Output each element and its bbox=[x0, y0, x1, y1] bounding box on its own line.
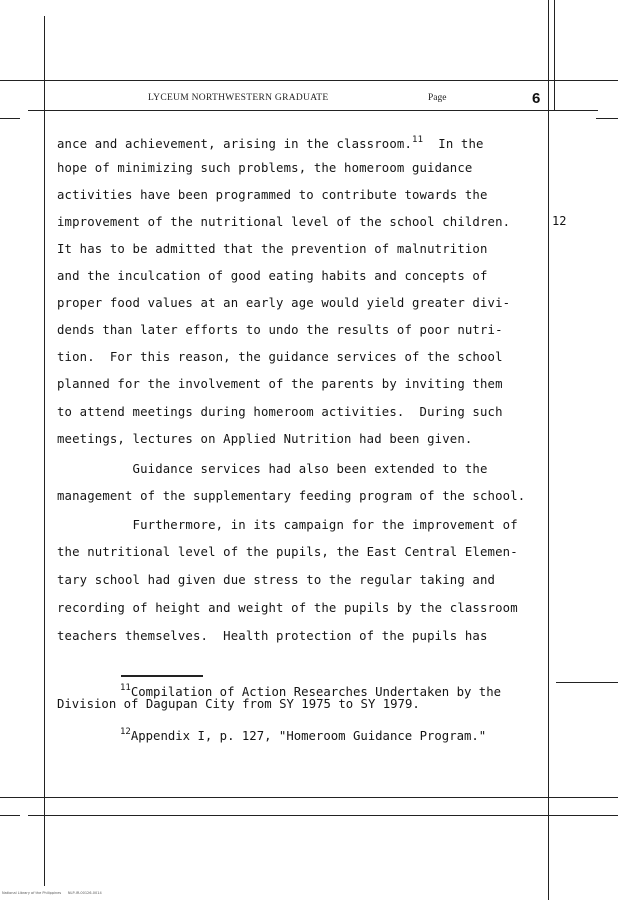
footnote-12: $^{12}$Appendix I, p. 127, "Homeroom Guidance Program." bbox=[120, 727, 487, 743]
body-line: meetings, lectures on Applied Nutrition had been given. bbox=[57, 432, 473, 446]
footnote-11-number: 11 bbox=[120, 683, 131, 693]
body-line: activities have been programmed to contribute towards the bbox=[57, 188, 488, 202]
header-rule bbox=[28, 110, 598, 111]
body-line: teachers themselves. Health protection of the pupils has bbox=[57, 629, 488, 643]
bottom-rule-1 bbox=[0, 797, 618, 798]
top-rule bbox=[0, 80, 618, 81]
header-title: LYCEUM NORTHWESTERN GRADUATE bbox=[148, 93, 329, 103]
left-margin-rule bbox=[44, 16, 45, 886]
scan-source-label: National Library of the Philippines NLP-IR-00126-0014 bbox=[2, 891, 102, 895]
bottom-rule-2 bbox=[28, 815, 618, 816]
body-line: Guidance services had also been extended to the bbox=[57, 462, 488, 476]
right-tick-top bbox=[596, 118, 618, 119]
header-page-label: Page bbox=[428, 93, 447, 103]
right-tick-mid bbox=[556, 682, 618, 683]
body-line: hope of minimizing such problems, the homeroom guidance bbox=[57, 161, 473, 175]
footnote-11: $^{11}$Compilation of Action Researches Undertaken by the bbox=[120, 683, 502, 699]
right-margin-rule-2 bbox=[554, 0, 555, 110]
page-number: 6 bbox=[532, 90, 541, 107]
left-tick-top bbox=[0, 118, 20, 119]
footnote-ref-11: 11 bbox=[412, 135, 424, 145]
body-line: management of the supplementary feeding program of the school. bbox=[57, 489, 526, 503]
body-line: tion. For this reason, the guidance services of the school bbox=[57, 350, 503, 364]
footnote-12-number: 12 bbox=[120, 727, 131, 737]
left-tick-bottom bbox=[0, 815, 20, 816]
body-line: proper food values at an early age would yield greater divi- bbox=[57, 296, 511, 310]
footnote-ref-12: 12 bbox=[552, 214, 567, 228]
body-line: and the inculcation of good eating habits and concepts of bbox=[57, 269, 488, 283]
body-line: planned for the involvement of the parents by inviting them bbox=[57, 377, 503, 391]
body-line: the nutritional level of the pupils, the East Central Elemen- bbox=[57, 545, 518, 559]
body-line: tary school had given due stress to the regular taking and bbox=[57, 573, 496, 587]
right-margin-rule bbox=[548, 0, 549, 900]
body-line: dends than later efforts to undo the results of poor nutri- bbox=[57, 323, 503, 337]
body-line: It has to be admitted that the prevention of malnutrition bbox=[57, 242, 488, 256]
footnote-11-continued: Division of Dagupan City from SY 1975 to SY 1979. bbox=[57, 697, 420, 711]
footnote-separator bbox=[121, 675, 203, 677]
body-line: ance and achievement, arising in the classroom.$^{11}$ In the bbox=[57, 135, 484, 151]
body-line: Furthermore, in its campaign for the improvement of bbox=[57, 518, 518, 532]
body-line: to attend meetings during homeroom activities. During such bbox=[57, 405, 503, 419]
body-line: improvement of the nutritional level of the school children. bbox=[57, 215, 511, 229]
body-line: recording of height and weight of the pupils by the classroom bbox=[57, 601, 518, 615]
